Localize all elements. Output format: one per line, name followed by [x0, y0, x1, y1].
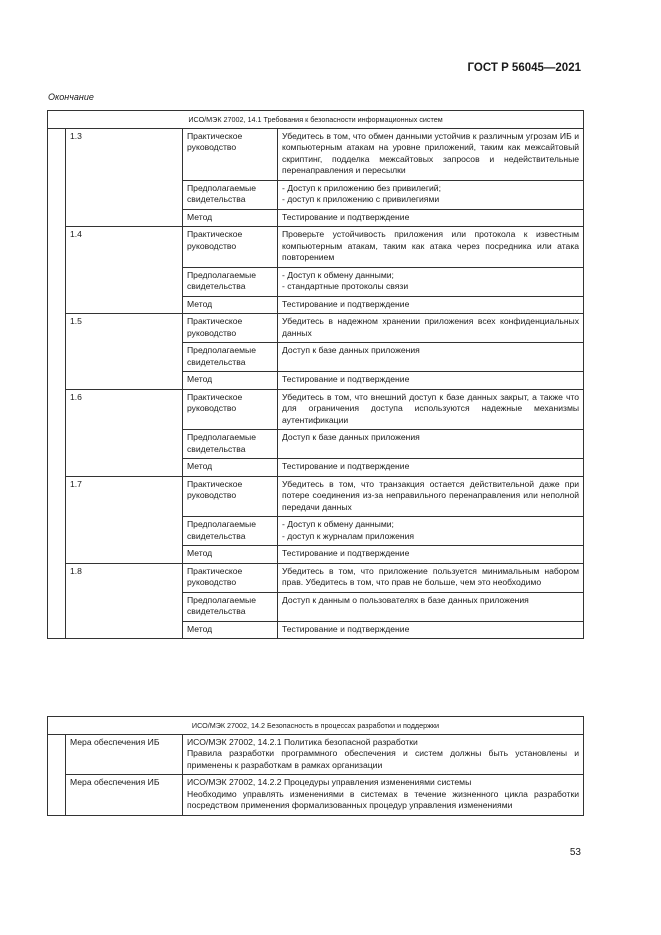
row-label: Практическое руководство: [183, 227, 278, 268]
row-content: [183, 775, 584, 816]
row-label: Практическое руководство: [183, 563, 278, 592]
row-content: Тестирование и подтверждение: [278, 546, 584, 564]
row-label: Метод: [183, 546, 278, 564]
row-content: Доступ к данным о пользователях в базе данных приложения: [278, 592, 584, 621]
row-content: [278, 517, 584, 546]
row-content: Убедитесь в том, что внешний доступ к базе данных закрыт, а также что для ограничения доступа используются надежные механизмы аутентификации: [278, 389, 584, 430]
row-label: Предполагаемые свидетельства: [183, 592, 278, 621]
row-label: Метод: [183, 372, 278, 390]
table-header: ИСО/МЭК 27002, 14.1 Требования к безопасности информационных систем: [48, 111, 584, 129]
row-content: Тестирование и подтверждение: [278, 209, 584, 227]
row-content: Убедитесь в том, что приложение пользуется минимальным набором прав. Убедитесь в том, что прав не больше, чем это необходимо: [278, 563, 584, 592]
page-number: 53: [569, 847, 581, 858]
row-content: Проверьте устойчивость приложения или протокола к известным компьютерным атакам, таким как атака через посредника или атака повторением: [278, 227, 584, 268]
control-title: ИСО/МЭК 27002, 14.2.2 Процедуры управления изменениями системы: [187, 777, 472, 787]
row-label: Предполагаемые свидетельства: [183, 430, 278, 459]
table-header-row: [48, 717, 584, 735]
control-description: Необходимо управлять изменениями в системах в течение жизненного цикла разработки посредством применения формализованных процедур управления изменениями: [187, 788, 580, 810]
item-number: 1.6: [66, 389, 183, 476]
row-label: Практическое руководство: [183, 314, 278, 343]
empty-margin-cell: [48, 734, 66, 815]
row-content: Тестирование и подтверждение: [278, 459, 584, 477]
item-number: 1.8: [66, 563, 183, 639]
row-label: Предполагаемые свидетельства: [183, 343, 278, 372]
table-header: ИСО/МЭК 27002, 14.2 Безопасность в процессах разработки и поддержки: [48, 717, 584, 735]
evidence-line: - доступ к приложению с привилегиями: [282, 194, 440, 204]
row-content: Тестирование и подтверждение: [278, 296, 584, 314]
control-description: Правила разработки программного обеспечения и систем должны быть установлены и применены к разработкам в рамках организации: [187, 748, 580, 770]
row-label: Предполагаемые свидетельства: [183, 180, 278, 209]
row-label: Предполагаемые свидетельства: [183, 517, 278, 546]
empty-margin-cell: [48, 128, 66, 639]
table-header-row: [48, 111, 584, 129]
row-label: Мера обеспечения ИБ: [66, 734, 183, 775]
item-number: 1.5: [66, 314, 183, 390]
row-content: [278, 180, 584, 209]
row-label: Метод: [183, 209, 278, 227]
table-row: [48, 128, 584, 180]
row-label: Практическое руководство: [183, 389, 278, 430]
row-content: Убедитесь в том, что обмен данными устойчив к различным угрозам ИБ и компьютерным атакам на уровне приложений, таким как межсайтовый скриптинг, подделка межсайтовых запросов и недействительные перенаправления и пересылки: [278, 128, 584, 180]
row-label: Метод: [183, 459, 278, 477]
row-content: Доступ к базе данных приложения: [278, 430, 584, 459]
table-row: [48, 389, 584, 430]
item-number: 1.4: [66, 227, 183, 314]
row-content: Тестирование и подтверждение: [278, 621, 584, 639]
row-label: Мера обеспечения ИБ: [66, 775, 183, 816]
evidence-line: - Доступ к обмену данными;: [282, 269, 394, 280]
row-content: Тестирование и подтверждение: [278, 372, 584, 390]
table-row: [48, 314, 584, 343]
row-label: Практическое руководство: [183, 128, 278, 180]
evidence-line: - Доступ к приложению без привилегий;: [282, 182, 441, 193]
row-content: [183, 734, 584, 775]
document-code: ГОСТ Р 56045—2021: [467, 62, 581, 74]
item-number: 1.7: [66, 476, 183, 563]
table-row: [48, 563, 584, 592]
row-label: Предполагаемые свидетельства: [183, 267, 278, 296]
row-content: [278, 267, 584, 296]
table-row: [48, 775, 584, 816]
evidence-line: - Доступ к обмену данными;: [282, 519, 394, 529]
row-content: Убедитесь в том, что транзакция остается действительной даже при потере соединения из-за неправильного перенаправления или неполной передачи данных: [278, 476, 584, 517]
item-number: 1.3: [66, 128, 183, 227]
table-row: [48, 734, 584, 775]
evidence-line: - доступ к журналам приложения: [282, 530, 415, 541]
table-row: [48, 476, 584, 517]
development-security-table: [47, 716, 584, 816]
row-label: Практическое руководство: [183, 476, 278, 517]
row-label: Метод: [183, 296, 278, 314]
row-content: Убедитесь в надежном хранении приложения всех конфиденциальных данных: [278, 314, 584, 343]
continuation-label: Окончание: [48, 92, 94, 102]
evidence-line: - стандартные протоколы связи: [282, 281, 409, 291]
requirements-table: [47, 110, 584, 639]
control-title: ИСО/МЭК 27002, 14.2.1 Политика безопасной разработки: [187, 736, 418, 747]
table-row: [48, 227, 584, 268]
row-label: Метод: [183, 621, 278, 639]
row-content: Доступ к базе данных приложения: [278, 343, 584, 372]
